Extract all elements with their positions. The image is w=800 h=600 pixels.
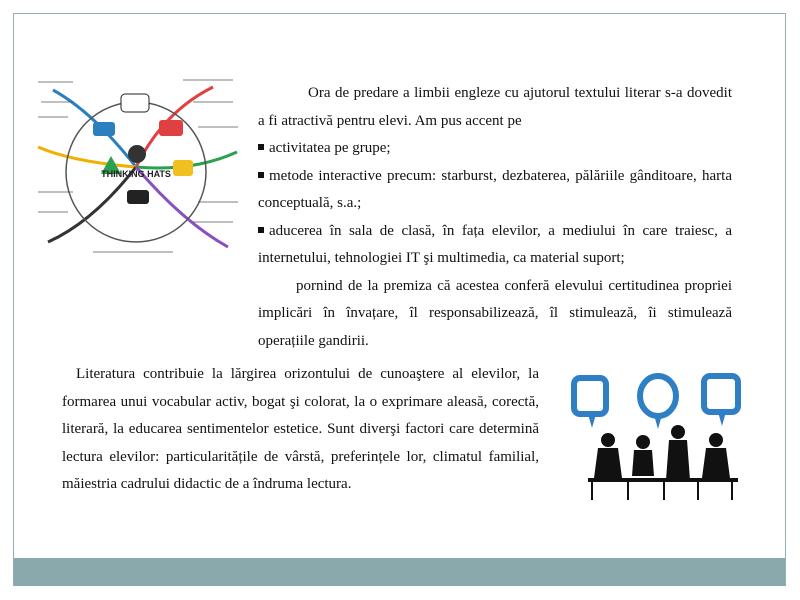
list-item: metode interactive precum: starburst, dezbaterea, pălăriile gânditoare, harta conceptuală, s.a.; xyxy=(258,167,732,211)
list-item: aducerea în sala de clasă, în fața elevilor, a mediului în care traiesc, a internetului, tehnologiei IT şi multimedia, ca material suport; xyxy=(258,222,732,266)
mindmap-center-label: THINKING HATS xyxy=(101,169,171,179)
intro-line: Ora de predare a limbii engleze cu ajutorul textului literar s-a dovedit a fi atractivă pentru elevi. Am pus accent pe xyxy=(258,85,732,129)
people-discussion-icon xyxy=(568,370,753,505)
list-item: activitatea pe grupe; xyxy=(258,135,732,163)
body-paragraph: Literatura contribuie la lărgirea orizontului de cunoaştere al elevilor, la formarea unui vocabular activ, bogat şi colorat, la o exprimare aleasă, corectă, literară, la educarea sentimentelor estetice. Sunt diverşi factori care determină lectura elevilor: particularitățile de vârstă, preferințele lor, climatul familial, măiestria cadrului didactic de a îndruma lectura. xyxy=(62,366,539,492)
intro-text xyxy=(258,80,732,355)
thinking-hats-icon xyxy=(33,72,239,260)
footer-bar xyxy=(14,558,785,586)
intro-conclusion: pornind de la premiza că acestea conferă elevului certitudinea propriei implicări în învațare, îl responsabilizează, îl stimulează, îi stimulează operațiile gandirii. xyxy=(258,277,732,349)
